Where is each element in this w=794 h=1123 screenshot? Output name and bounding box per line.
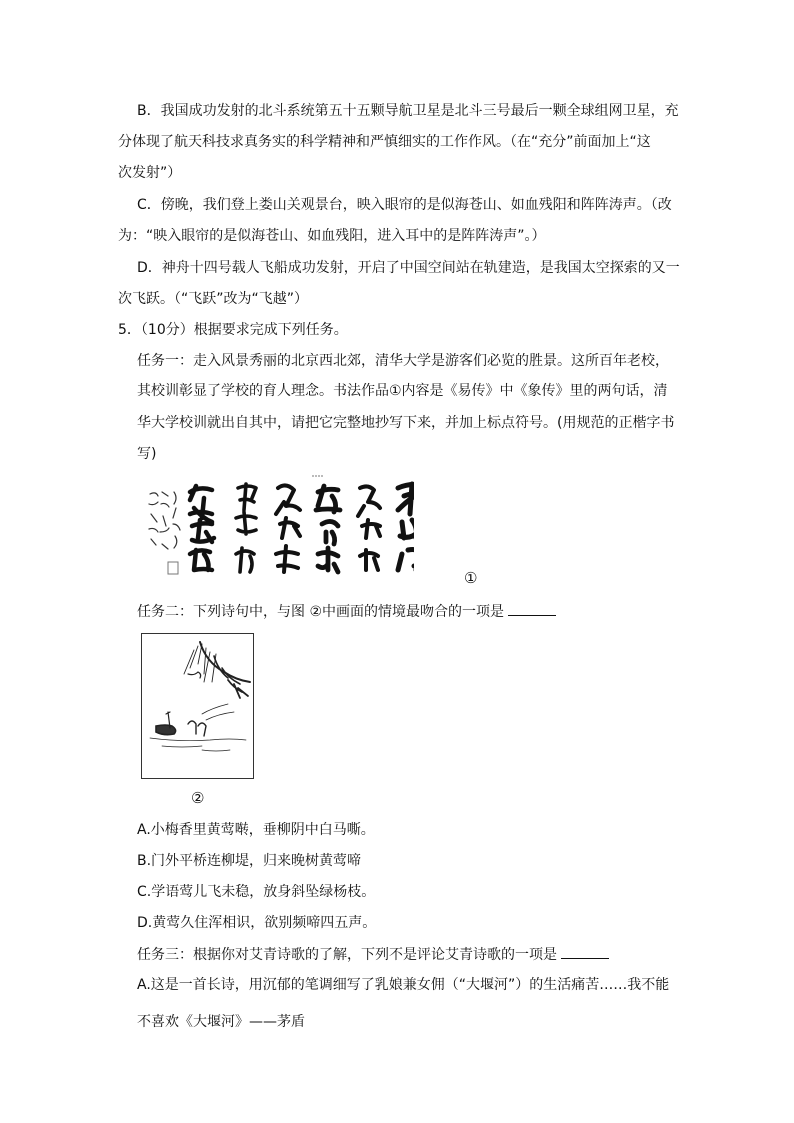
question-5-header: 5．（10分）根据要求完成下列任务。 [118, 322, 348, 338]
option-b-line: B.门外平桥连柳堤，归来晚树黄莺啼 [137, 853, 362, 869]
option-c-line: C.学语莺儿飞未稳，放身斜坠绿杨枝。 [137, 884, 376, 900]
ink-painting-image [141, 633, 254, 779]
task-3-text: 任务三：根据你对艾青诗歌的了解，下列不是评论艾青诗歌的一项是 [137, 947, 557, 963]
task-3-line [137, 944, 609, 965]
figure-2-marker: ② [191, 789, 205, 807]
task-1-line-1: 任务一：走入风景秀丽的北京西北郊，清华大学是游客们必览的胜景。这所百年老校， [137, 353, 669, 369]
option-d-line: D.黄莺久住浑相识，欲别频啼四五声。 [137, 915, 377, 931]
calligraphy-image [146, 474, 450, 584]
task-2-line [137, 601, 556, 622]
task-3-option-a-line-1: A.这是一首长诗，用沉郁的笔调细写了乳娘兼女佣（“大堰河”）的生活痛苦……我不能 [137, 977, 670, 993]
figure-1-marker: ① [464, 569, 478, 587]
task-1-line-3: 华大学校训就出自其中，请把它完整地抄写下来，并加上标点符号。(用规范的正楷字书 [137, 415, 675, 431]
answer-blank [508, 601, 556, 616]
task-1-line-2: 其校训彰显了学校的育人理念。书法作品①内容是《易传》中《象传》里的两句话，清 [137, 383, 668, 399]
option-b-line-2: 分体现了航天科技求真务实的科学精神和严慎细实的工作作风。（在“充分”前面加上“这 [118, 134, 651, 150]
option-b-line-3: 次发射”） [118, 165, 182, 181]
option-d-line-2: 次飞跃。（“飞跃”改为“飞越”） [118, 291, 309, 307]
option-d-line-1: D．神舟十四号载人飞船成功发射，开启了中国空间站在轨建造，是我国太空探索的又一 [137, 260, 680, 276]
option-b-line-1: B．我国成功发射的北斗系统第五十五颗导航卫星是北斗三号最后一颗全球组网卫星，充 [137, 103, 679, 119]
task-2-text: 任务二：下列诗句中，与图 ②中画面的情境最吻合的一项是 [137, 604, 504, 620]
option-a-line: A.小梅香里黄莺啭，垂柳阴中白马嘶。 [137, 822, 375, 838]
task-3-option-a-line-2: 不喜欢《大堰河》——茅盾 [137, 1014, 305, 1030]
option-c-line-1: C．傍晚，我们登上娄山关观景台，映入眼帘的是似海苍山、如血残阳和阵阵涛声。（改 [137, 197, 672, 213]
answer-blank [561, 944, 609, 959]
option-c-line-2: 为：“映入眼帘的是似海苍山、如血残阳，进入耳中的是阵阵涛声”。） [118, 228, 546, 244]
task-1-line-4: 写) [137, 446, 157, 462]
